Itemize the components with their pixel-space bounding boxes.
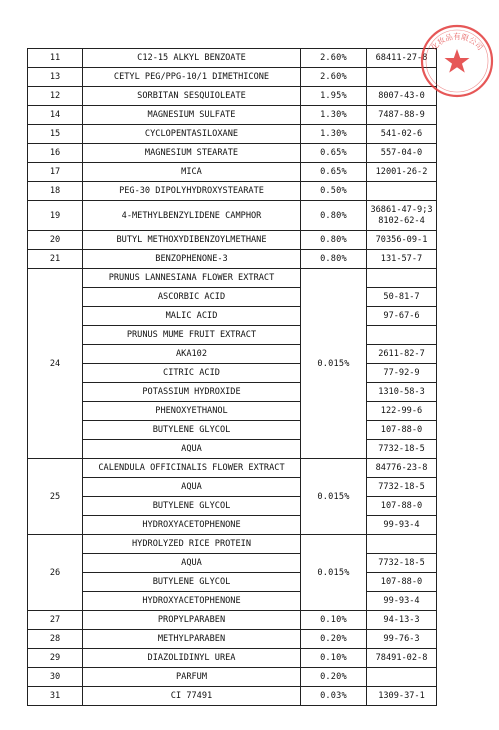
row-number: 14 (28, 106, 83, 125)
percentage: 2.60% (301, 68, 367, 87)
percentage: 0.80% (301, 201, 367, 231)
table-row (28, 440, 437, 459)
cas-number: 7732-18-5 (367, 440, 437, 459)
table-row (28, 49, 437, 68)
row-number: 13 (28, 68, 83, 87)
percentage: 1.95% (301, 87, 367, 106)
percentage: 0.65% (301, 144, 367, 163)
ingredient-name: CYCLOPENTASILOXANE (83, 125, 301, 144)
row-number: 21 (28, 250, 83, 269)
ingredient-name: PEG-30 DIPOLYHYDROXYSTEARATE (83, 182, 301, 201)
table-row (28, 163, 437, 182)
seal-text-path: 化妆品有限公司 (429, 32, 485, 53)
cas-number: 122-99-6 (367, 402, 437, 421)
table-row (28, 459, 437, 478)
cas-number: 1309-37-1 (367, 687, 437, 706)
table-row (28, 125, 437, 144)
ingredient-name: PHENOXYETHANOL (83, 402, 301, 421)
percentage: 0.10% (301, 649, 367, 668)
ingredient-name: BUTYL METHOXYDIBENZOYLMETHANE (83, 231, 301, 250)
cas-number: 557-04-0 (367, 144, 437, 163)
cas-number: 107-88-0 (367, 497, 437, 516)
cas-number: 2611-82-7 (367, 345, 437, 364)
ingredient-name: ASCORBIC ACID (83, 288, 301, 307)
cas-number: 70356-09-1 (367, 231, 437, 250)
cas-number (367, 326, 437, 345)
cas-number: 68411-27-8 (367, 49, 437, 68)
table-row (28, 592, 437, 611)
percentage: 0.015% (301, 269, 367, 459)
ingredient-name: POTASSIUM HYDROXIDE (83, 383, 301, 402)
table-row (28, 231, 437, 250)
company-seal-stamp (418, 22, 496, 100)
ingredient-name: CALENDULA OFFICINALIS FLOWER EXTRACT (83, 459, 301, 478)
ingredient-name: AQUA (83, 440, 301, 459)
row-number: 30 (28, 668, 83, 687)
table-row (28, 144, 437, 163)
row-number: 15 (28, 125, 83, 144)
ingredient-name: C12-15 ALKYL BENZOATE (83, 49, 301, 68)
row-number: 29 (28, 649, 83, 668)
cas-number: 8007-43-0 (367, 87, 437, 106)
ingredient-name: CITRIC ACID (83, 364, 301, 383)
row-number: 28 (28, 630, 83, 649)
table-row (28, 516, 437, 535)
ingredient-name: CI 77491 (83, 687, 301, 706)
ingredient-name: AKA102 (83, 345, 301, 364)
ingredient-name: CETYL PEG/PPG-10/1 DIMETHICONE (83, 68, 301, 87)
table-row (28, 250, 437, 269)
cas-number (367, 668, 437, 687)
ingredient-table (27, 48, 437, 706)
ingredient-name: DIAZOLIDINYL UREA (83, 649, 301, 668)
cas-number: 131-57-7 (367, 250, 437, 269)
cas-number: 7732-18-5 (367, 554, 437, 573)
ingredient-name: PRUNUS LANNESIANA FLOWER EXTRACT (83, 269, 301, 288)
cas-number: 1310-58-3 (367, 383, 437, 402)
cas-number: 541-02-6 (367, 125, 437, 144)
table-row (28, 478, 437, 497)
table-row (28, 201, 437, 231)
row-number: 27 (28, 611, 83, 630)
percentage: 0.015% (301, 459, 367, 535)
cas-number: 99-76-3 (367, 630, 437, 649)
ingredient-name: AQUA (83, 478, 301, 497)
table-row (28, 269, 437, 288)
row-number: 17 (28, 163, 83, 182)
ingredient-name: BUTYLENE GLYCOL (83, 497, 301, 516)
cas-number: 97-67-6 (367, 307, 437, 326)
percentage: 2.60% (301, 49, 367, 68)
table-row (28, 687, 437, 706)
ingredient-name: MICA (83, 163, 301, 182)
percentage: 0.20% (301, 630, 367, 649)
table-row (28, 383, 437, 402)
ingredient-name: HYDROXYACETOPHENONE (83, 592, 301, 611)
ingredient-name: METHYLPARABEN (83, 630, 301, 649)
table-row (28, 668, 437, 687)
table-row (28, 402, 437, 421)
row-number: 18 (28, 182, 83, 201)
percentage: 0.20% (301, 668, 367, 687)
percentage: 0.65% (301, 163, 367, 182)
cas-number: 99-93-4 (367, 592, 437, 611)
percentage: 0.50% (301, 182, 367, 201)
ingredient-name: BENZOPHENONE-3 (83, 250, 301, 269)
percentage: 1.30% (301, 106, 367, 125)
table-row (28, 630, 437, 649)
table-row (28, 68, 437, 87)
cas-number: 107-88-0 (367, 573, 437, 592)
table-row (28, 182, 437, 201)
cas-number: 77-92-9 (367, 364, 437, 383)
percentage: 0.03% (301, 687, 367, 706)
table-row (28, 573, 437, 592)
cas-number: 50-81-7 (367, 288, 437, 307)
cas-number: 7487-88-9 (367, 106, 437, 125)
table-row (28, 87, 437, 106)
cas-number: 99-93-4 (367, 516, 437, 535)
ingredient-name: 4-METHYLBENZYLIDENE CAMPHOR (83, 201, 301, 231)
seal-text (429, 31, 485, 52)
table-row (28, 307, 437, 326)
table-row (28, 535, 437, 554)
cas-number (367, 269, 437, 288)
ingredient-name: PARFUM (83, 668, 301, 687)
table-row (28, 364, 437, 383)
ingredient-name: HYDROLYZED RICE PROTEIN (83, 535, 301, 554)
row-number: 26 (28, 535, 83, 611)
cas-number: 94-13-3 (367, 611, 437, 630)
table-row (28, 288, 437, 307)
ingredient-table-body (28, 49, 437, 706)
table-row (28, 649, 437, 668)
ingredient-name: BUTYLENE GLYCOL (83, 421, 301, 440)
cas-number: 36861-47-9;38102-62-4 (367, 201, 437, 231)
seal-star-icon (445, 49, 470, 73)
ingredient-name: PRUNUS MUME FRUIT EXTRACT (83, 326, 301, 345)
table-row (28, 345, 437, 364)
row-number: 16 (28, 144, 83, 163)
cas-number: 7732-18-5 (367, 478, 437, 497)
table-row (28, 611, 437, 630)
table-row (28, 497, 437, 516)
table-row (28, 421, 437, 440)
row-number: 19 (28, 201, 83, 231)
percentage: 0.80% (301, 250, 367, 269)
percentage: 0.10% (301, 611, 367, 630)
row-number: 20 (28, 231, 83, 250)
cas-number: 84776-23-8 (367, 459, 437, 478)
percentage: 1.30% (301, 125, 367, 144)
ingredient-name: BUTYLENE GLYCOL (83, 573, 301, 592)
table-row (28, 106, 437, 125)
ingredient-name: MAGNESIUM SULFATE (83, 106, 301, 125)
ingredient-name: HYDROXYACETOPHENONE (83, 516, 301, 535)
ingredient-name: MAGNESIUM STEARATE (83, 144, 301, 163)
ingredient-name: AQUA (83, 554, 301, 573)
row-number: 25 (28, 459, 83, 535)
cas-number: 12001-26-2 (367, 163, 437, 182)
ingredient-name: SORBITAN SESQUIOLEATE (83, 87, 301, 106)
cas-number: 78491-02-8 (367, 649, 437, 668)
percentage: 0.015% (301, 535, 367, 611)
row-number: 12 (28, 87, 83, 106)
row-number: 31 (28, 687, 83, 706)
cas-number: 107-88-0 (367, 421, 437, 440)
table-row (28, 326, 437, 345)
row-number: 24 (28, 269, 83, 459)
row-number: 11 (28, 49, 83, 68)
percentage: 0.80% (301, 231, 367, 250)
table-row (28, 554, 437, 573)
ingredient-name: MALIC ACID (83, 307, 301, 326)
cas-number (367, 535, 437, 554)
cas-number (367, 182, 437, 201)
ingredient-name: PROPYLPARABEN (83, 611, 301, 630)
